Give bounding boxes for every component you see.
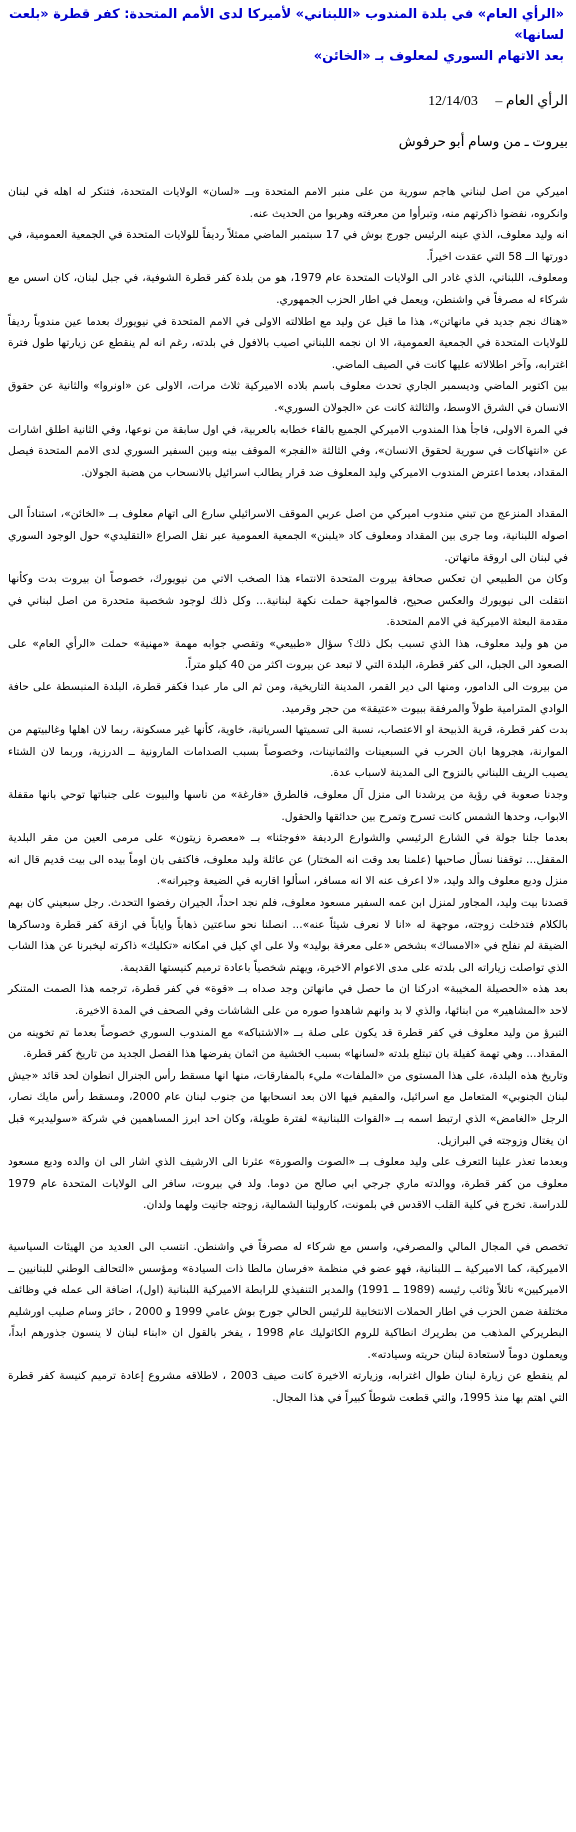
byline: بيروت ـ من وسام أبو حرفوش (398, 135, 568, 150)
source-date-line (8, 93, 568, 110)
paragraph: ومعلوف، اللبناني، الذي غادر الى الولايات المتحدة عام 1979، هو من بلدة كفر قطرة الشوفية، في جبل لبنان، كان اسس مع شركاء له مصرفاً في واشنطن، ويعمل في اطار الحزب الجمهوري. (8, 271, 568, 306)
paragraph: وتاريخ هذه البلدة، على هذا المستوى من «الملفات» مليء بالمفارقات، منها انها مسقط رأس الجنرال انطوان لحد قائد «جيش لبنان الجنوبي» المتعامل مع اسرائيل، والمقيم فيها الان بعد انسحابها من جنوب لبنان عام 2000، ومسقط رأس مايك نصار، الرجل «الغامض» الذي ارتبط اسمه بــ «القوات اللبنانية» لفترة طويلة، وكان احد ابرز المساهمين في شركة «سوليدير» قبل ان يغتال وزوجته في البرازيل. (8, 1068, 568, 1147)
paragraph: بين اكتوبر الماضي وديسمبر الجاري تحدث معلوف باسم بلاده الاميركية ثلاث مرات، الاولى عن «اونروا» والثانية عن حقوق الانسان في الشرق الاوسط، والثالثة كانت عن «الجولان السوري». (8, 379, 568, 414)
paragraph: من هو وليد معلوف، هذا الذي تسبب بكل ذلك؟ سؤال «طبيعي» وتقصي جوابه مهمة «مهنية» حملت «الرأي العام» على الصعود الى الجبل، الى كفر قطرة، البلدة التي لا تبعد عن بيروت اكثر من 40 كيلو متراً. (8, 636, 568, 672)
article-body (8, 181, 568, 1409)
paragraph: بعد هذه «الحصيلة المخيبة» ادركنا ان ما حصل في مانهاتن وجد صداه بــ «قوة» في كفر قطرة، ترجمه هذا الصمت المتنكر لاحد «المشاهير» من ابنائها، والذي لا بد وانهم شاهدوا صوره من على الشاشات وفي الصحف في المدة الاخيرة. (8, 982, 568, 1017)
paragraph: اميركي من اصل لبناني هاجم سورية من على منبر الامم المتحدة وبــ «لسان» الولايات المتحدة، فتنكر له اهله في لبنان وانكروه، نفضوا ذاكرتهم منه، وتبرأوا من معرفته وهربوا من الحديث عنه. (8, 185, 568, 220)
paragraph: قصدنا بيت وليد، المجاور لمنزل ابن عمه السفير مسعود معلوف، فلم نجد احداً، الجيران رفضوا التحدث. رجل سبعيني كان بهم بالكلام فتدخلت زوجته، موجهة له «انا لا نعرف شيئاً عنه»... انصلنا نحو ساعتين ذهاباً واياباً في ازقة كفر قطرة ودساكرها الضيقة لم نفلح في «الامساك» بشخص «على معرفة بوليد» ولا على اي كيل في امكانه «تكليك» ذاكرته ليخبرنا عن هذا الشاب الذي تواصلت زياراته الى بلدته على مدى الاعوام الاخيرة، ويهتم شخصياً باعادة ترميم كنيستها القديمة. (8, 896, 568, 974)
paragraph: من بيروت الى الدامور، ومنها الى دير القمر، المدينة التاريخية، ومن ثم الى مار عبدا فكفر قطرة، البلدة المنبسطة على حافة الوادي المترامية طولاً والمرفقة ببيوت «عتيقة» من حجر وقرميد. (8, 680, 568, 715)
paragraph: المقداد المنزعج من تبني مندوب اميركي من اصل عربي الموقف الاسرائيلي سارع الى اتهام معلوف بــ «الخائن»، استناداً الى اصوله اللبنانية، وما جرى بين المقداد ومعلوف كاد «يلبنن» الجمعية العمومية عبر نقل الصراع «التقليدي» حول الوجود السوري في لبنان الى اروقة مانهاتن. (8, 507, 568, 564)
headline-line-2: بعد الاتهام السوري لمعلوف بـ «الخائن» (313, 49, 564, 64)
paragraph: بعدما جلنا جولة في الشارع الرئيسي والشوارع الرديفة «فوجئنا» بــ «معصرة زيتون» على مرمى العين من مقر البلدية المقفل... توقفنا نسأل صاحبها (علمنا بعد وقت انه المختار) عن عائلة وليد معلوف، فاكتفى بان اوماً بيده الى بيت قديم قال انه منزل وديع معلوف والد وليد، «لا اعرف عنه الا انه مسافر، اسألوا اقاربه في الضيعة وجيرانه». (8, 831, 568, 888)
paragraph: وبعدما تعذر علينا التعرف على وليد معلوف بــ «الصوت والصورة» عثرنا الى الارشيف الذي اشار الى ان والده وديع مسعود معلوف من كفر قطرة، ووالدته ماري جرجي ابي صالح من دوما. ولد في بيروت، سافر الى الولايات المتحدة عام 1979 للدراسة. تخرج في كلية القلب الاقدس في بلمونت، كارولينا الشمالية، زوجته جانيت ولهما ولدان. (8, 1155, 568, 1212)
paragraph: التبرؤ من وليد معلوف في كفر قطرة قد يكون على صلة بــ «الاشتباكه» مع المندوب السوري خصوصاً بعدما تم تخوينه من المقداد... وهي تهمة كفيلة بان تبتلع بلدته «لسانها» بسبب الخشية من اثمان يفرضها هذا الفصل الجديد من تاريخ كفر قطرة. (8, 1025, 568, 1061)
headline-line-1: «الرأي العام» في بلدة المندوب «اللبناني» لأميركا لدى الأمم المتحدة: كفر قطرة «بلعت لسانها» (9, 7, 564, 43)
publish-date: 12/14/03 (428, 94, 478, 109)
paragraph: بدت كفر قطرة، قرية الذبيحة او الاعتصاب، نسبة الى تسميتها السريانية، خاوية، كأنها غير مسكونة، ربما لان اهلها وغالبيتهم من الموارنة، هجروها ابان الحرب في السبعينات والثمانينات، وخصوصاً بسبب الصدامات المارونية ــ الدرزية، وربما لان الشتاء يصيب الريف اللبناني بالنزوح الى المدينة لاسباب عدة. (8, 723, 568, 780)
paragraph: انه وليد معلوف، الذي عينه الرئيس جورج بوش في 17 سبتمبر الماضي ممثلاً رديفاً للولايات المتحدة في الجمعية العمومية، في دورتها الــ 58 التي عقدت اخيراً. (8, 228, 569, 263)
paragraph: في المرة الاولى، فاجأ هذا المندوب الاميركي الجميع بالقاء خطابه بالعربية، في اول سابقة من نوعها، وفي الثانية اطلق اشارات عن «انتهاكات في سورية لحقوق الانسان»، وفي الثالثة «الفجر» الموقف بينه وبين السفير السوري لدى الامم المتحدة فيصل المقداد، بعدما اعترض المندوب الاميركي وليد المعلوف ضد قرار يطالب اسرائيل بالانسحاب من هضبة الجولان. (8, 422, 568, 479)
paragraph: تخصص في المجال المالي والمصرفي، واسس مع شركاء له مصرفاً في واشنطن. انتسب الى العديد من الهيئات السياسية الاميركية، كما الاميركية ــ اللبنانية، فهو عضو في منظمة «فرسان مالطا ذات السيادة» ومؤسس «التحالف الوطني للبنانيين ــ الاميركيين» نائلاً وثائب رئيسه (1989 ــ 1991) والمدير التنفيذي للرابطة الاميركية اللبنانية (اول)، اضافة الى عمله في وظائف مختلفة ضمن الحزب في اطار الحملات الانتخابية للرئيس الحالي جورج بوش عامي 1999 و 2000 ، حائز وسام صليب اورشليم البطريركي المذهب من بطريرك انطاكية للروم الكاثوليك عام 1998 ، يفخر بالقول ان «ابناء لبنان لا ينسون جذورهم ابداً، ويعملون دوماً لاستعادة لبنان حريته وسيادته». (8, 1239, 569, 1361)
meta-separator: – (495, 94, 503, 109)
paragraph: لم ينقطع عن زيارة لبنان طوال اغترابه، وزيارته الاخيرة كانت صيف 2003 ، لاطلاقه مشروع إعادة ترميم كنيسة كفر قطرة التي اهتم بها منذ 1995، والتي قطعت شوطاً كبيراً في هذا المجال. (8, 1369, 568, 1405)
source-name: الرأي العام (505, 94, 568, 109)
article-headline (8, 4, 564, 67)
paragraph: وجدنا صعوبة في رؤية من يرشدنا الى منزل آل معلوف، فالطرق «فارغة» من ناسها والبيوت على جنباتها توحي بانها مقفلة الابواب، وحدها الشمس كانت تسرح وتمرح بين حدائقها والحقول. (8, 788, 568, 823)
paragraph: «هناك نجم جديد في مانهاتن»، هذا ما قيل عن وليد مع اطلالته الاولى في الامم المتحدة في نيويورك بعدما عين مندوباً رديفاً للولايات المتحدة في الجمعية العمومية، الا ان نجمه اللبناني اصيب بالافول في بلدته، رغم انه لم ينقطع عن زيارتها طول فترة اغترابه، وآخر اطلالاته عليها كانت في الصيف الماضي. (8, 314, 568, 371)
paragraph: وكان من الطبيعي ان تعكس صحافة بيروت المتحدة الانتماء هذا الصخب الاتي من نيويورك، خصوصاً ان بيروت بدت وكأنها انتقلت الى نيويورك والعكس صحيح، فالمواجهة حملت نكهة لبنانية... وكل ذلك لوجود شخصية متحدرة من اصل لبناني في مقدمة البعثة الاميركية في الامم المتحدة. (8, 572, 568, 629)
